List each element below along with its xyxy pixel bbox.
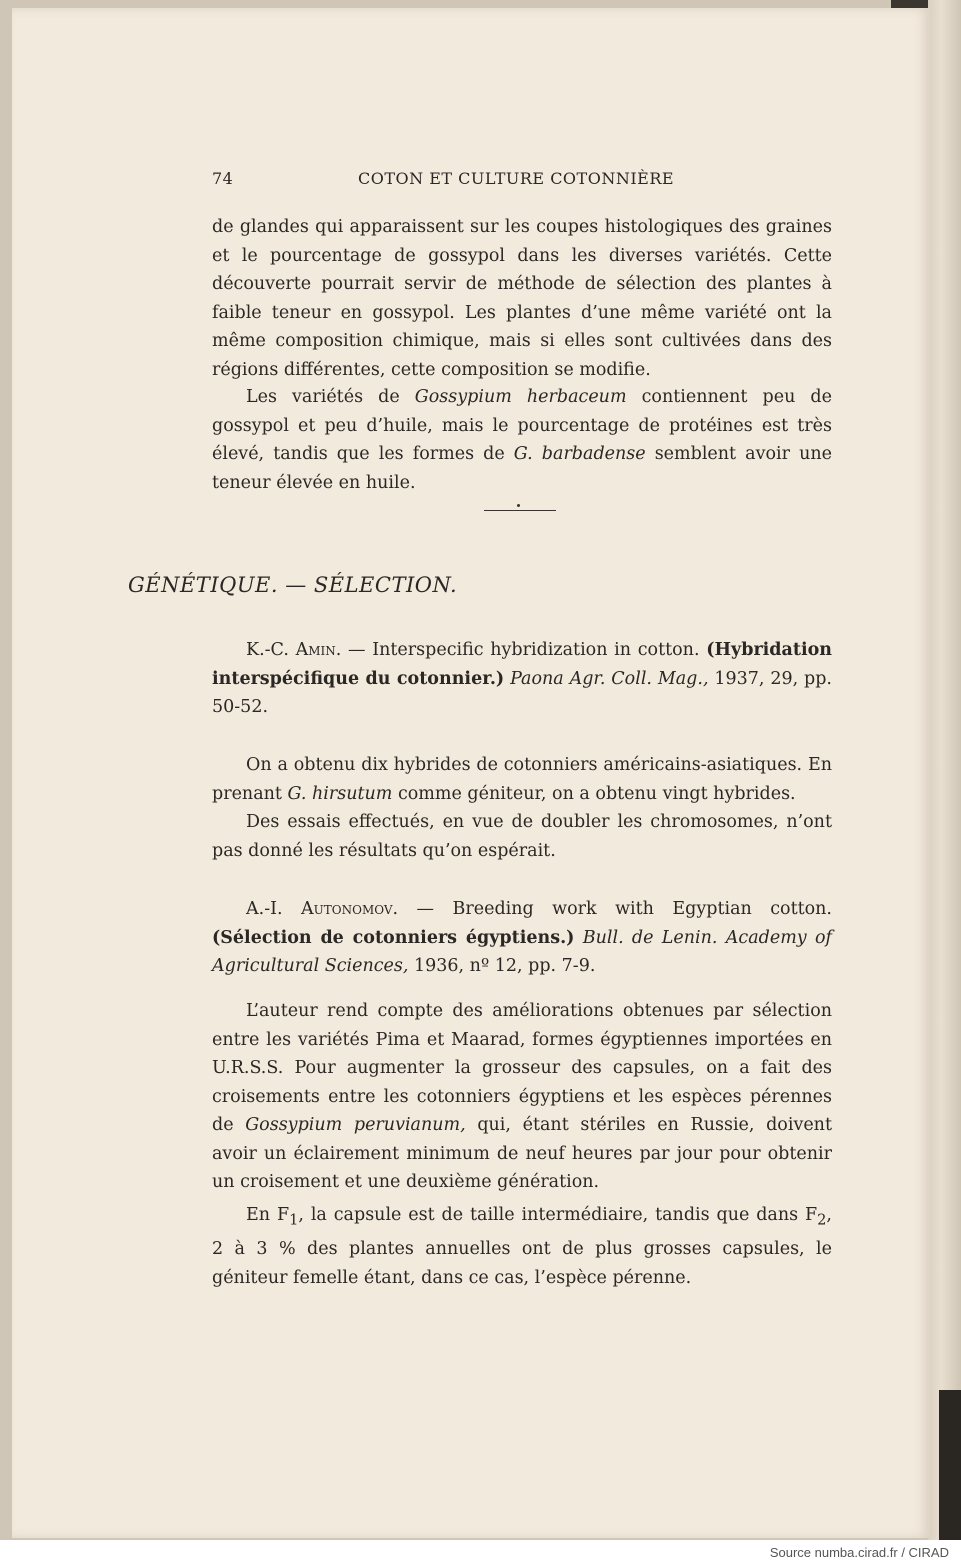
ref1-journal: Paona Agr. Coll. Mag., bbox=[504, 668, 709, 689]
ref1-author: K.-C. Amin. bbox=[246, 640, 342, 660]
p3-text-c: comme géniteur, on a obtenu vingt hybrides. bbox=[392, 783, 796, 804]
p5-species: Gossypium peruvianum, bbox=[245, 1115, 466, 1135]
p5-text-c: qui, étant stériles en Russie, doivent avoir un éclairement minimum de neuf heures par jour pour obtenir un croisement et une deuxième génération. bbox=[212, 1115, 832, 1192]
source-credit: Source numba.cirad.fr / CIRAD bbox=[769, 1545, 949, 1560]
paragraph-1: de glandes qui apparaissent sur les coupes histologiques des graines et le pourcentage de gossypol dans les diverses variétés. Cette découverte pourrait servir de méthode de sélection des plantes à faible teneur en gossypol. Les plantes d’une même variété ont la même composition chimique, mais si elles sont cultivées dans des régions différentes, cette composition se modifie. bbox=[212, 217, 832, 380]
p2-species-2: G. barbadense bbox=[513, 444, 646, 464]
section-title: GÉNÉTIQUE. — SÉLECTION. bbox=[128, 573, 458, 597]
divider-dot bbox=[517, 504, 520, 507]
ref2-sep: — bbox=[398, 899, 453, 919]
page-number: 74 bbox=[212, 169, 234, 188]
section-divider bbox=[484, 510, 556, 511]
ref2-title: Breeding work with Egyptian cotton. bbox=[452, 899, 832, 919]
paragraph-3 bbox=[212, 751, 832, 808]
ref1-title: Interspecific hybridization in cotton. bbox=[372, 640, 707, 660]
paragraph-6 bbox=[212, 1201, 832, 1292]
p2-species: Gossypium herbaceum bbox=[414, 387, 627, 407]
ref2-translation: (Sélection de cotonniers égyptiens.) bbox=[212, 927, 575, 948]
book-spine bbox=[939, 1390, 961, 1540]
p6-text-a: En F bbox=[246, 1205, 290, 1225]
reference-1 bbox=[212, 636, 832, 722]
ref1-details: 1937, 29, pp. 50-52. bbox=[212, 668, 832, 717]
p6-subscript-2: 2 bbox=[817, 1211, 827, 1229]
reference-2 bbox=[212, 895, 832, 981]
paragraph-2 bbox=[212, 383, 832, 497]
p5-text-a: L’auteur rend compte des améliorations obtenues par sélection entre les variétés Pima et Maarad, formes égyptiennes importées en U.R.S.S. Pour augmenter la grosseur des capsules, on a fait des croisements entre les cotonniers égyptiens et les espèces pérennes de bbox=[212, 1001, 832, 1135]
p6-subscript-1: 1 bbox=[289, 1211, 299, 1229]
page-edge bbox=[928, 0, 961, 1540]
p3-text-a: On a obtenu dix hybrides de cotonniers américains-asiatiques. En prenant bbox=[212, 755, 832, 804]
p2-text-c: contiennent peu de gossypol et peu d’huile, mais le pourcentage de protéines est très élevé, tandis que les formes de bbox=[212, 387, 832, 464]
p6-text-c: , 2 à 3 % des plantes annuelles ont de plus grosses capsules, le géniteur femelle étant, dans ce cas, l’espèce pérenne. bbox=[212, 1205, 832, 1288]
running-title: COTON ET CULTURE COTONNIÈRE bbox=[358, 169, 675, 188]
ref2-journal: Bull. de Lenin. Academy of Agricultural Sciences, bbox=[212, 927, 832, 976]
ref2-details: 1936, nº 12, pp. 7-9. bbox=[408, 956, 596, 976]
p2-text-a: Les variétés de bbox=[246, 387, 415, 407]
p2-text-e: semblent avoir une teneur élevée en huile. bbox=[212, 444, 832, 493]
ref1-translation: (Hybridation interspécifique du cotonnier.) bbox=[212, 640, 833, 689]
ref2-author: A.-I. Autonomov. bbox=[246, 899, 399, 919]
paragraph-5 bbox=[212, 997, 832, 1197]
paragraph-4: Des essais effectués, en vue de doubler les chromosomes, n’ont pas donné les résultats qu’on espérait. bbox=[212, 812, 832, 861]
p6-text-b: , la capsule est de taille intermédiaire, tandis que dans F bbox=[298, 1205, 818, 1225]
p3-species: G. hirsutum bbox=[287, 783, 393, 804]
ref1-sep: — bbox=[341, 640, 373, 660]
